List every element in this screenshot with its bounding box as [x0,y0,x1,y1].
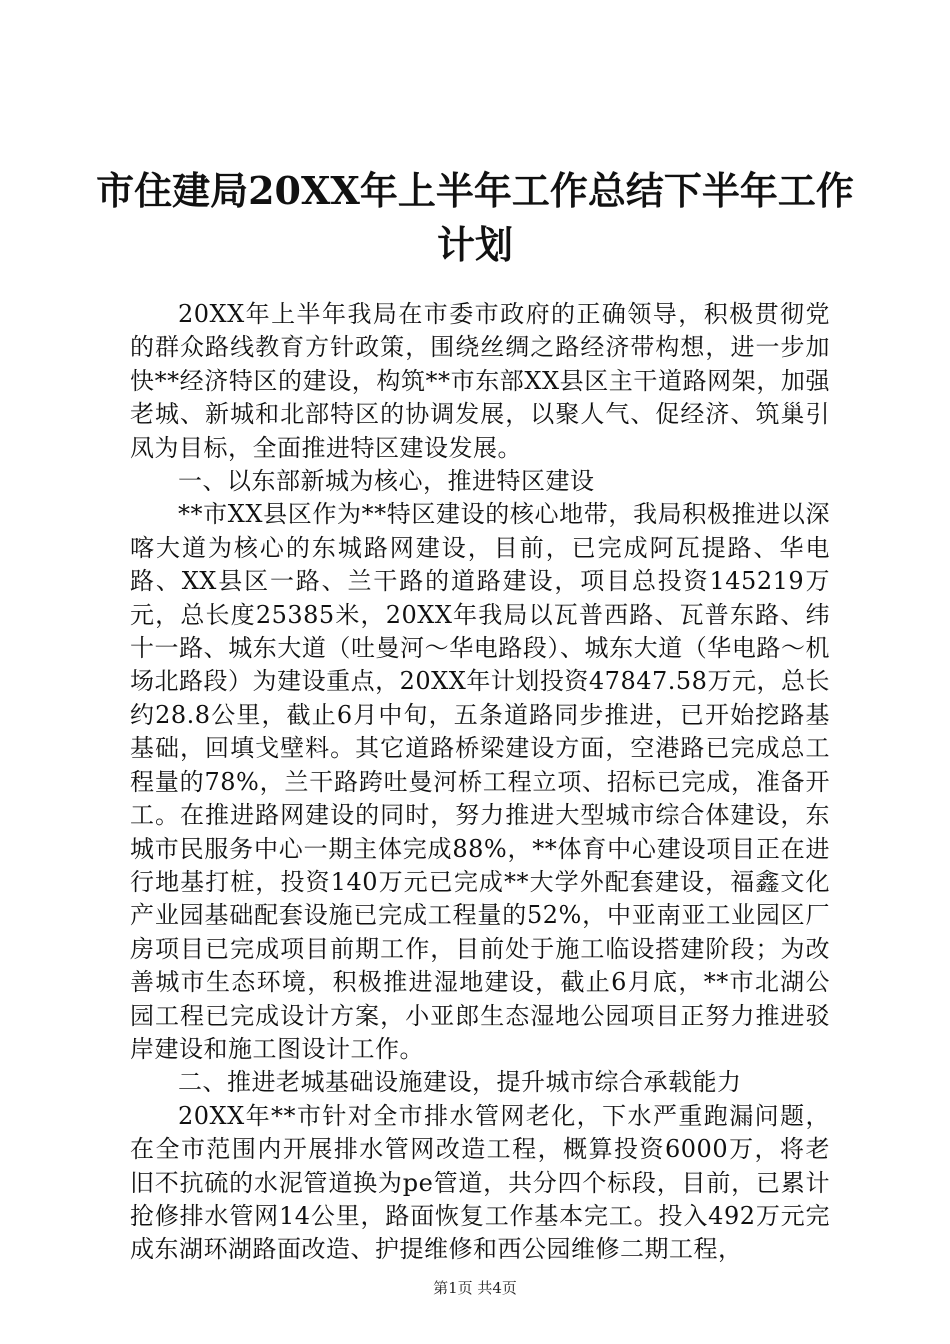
paragraph-section-2: 20XX年**市针对全市排水管网老化，下水严重跑漏问题，在全市范围内开展排水管网改造工程，概算投资6000万，将老旧不抗硫的水泥管道换为pe管道，共分四个标段，目前，已累计抢修排水管网14公里，路面恢复工作基本完工。投入492万元完成东湖环湖路面改造、护提维修和西公园维修二期工程， [130,1101,830,1264]
paragraph-intro: 20XX年上半年我局在市委市政府的正确领导，积极贯彻党的群众路线教育方针政策，围绕丝绸之路经济带构想，进一步加快**经济特区的建设，构筑**市东部XX县区主干道路网架，加强老城、新城和北部特区的协调发展，以聚人气、促经济、筑巢引凤为目标，全面推进特区建设发展。 [130,300,830,462]
document-title-line-1: 市住建局20XX年上半年工作总结下半年工作 [96,168,854,213]
paragraph-section-1: **市XX县区作为**特区建设的核心地带，我局积极推进以深喀大道为核心的东城路网建设，目前，已完成阿瓦提路、华电路、XX县区一路、兰干路的道路建设，项目总投资145219万元，总长度25385米，20XX年我局以瓦普西路、瓦普东路、纬十一路、城东大道（吐曼河～华电路段）、城东大道（华电路～机场北路段）为建设重点，20XX年计划投资47847.58万元，总长约28.8公里，截止6月中旬，五条道路同步推进，已开始挖路基基础，回填戈壁料。其它道路桥梁建设方面，空港路已完成总工程量的78%，兰干路跨吐曼河桥工程立项、招标已完成，准备开工。在推进路网建设的同时，努力推进大型城市综合体建设，东城市民服务中心一期主体完成88%，**体育中心建设项目正在进行地基打桩，投资140万元已完成**大学外配套建设，福鑫文化产业园基础配套设施已完成工程量的52%，中亚南亚工业园区厂房项目已完成项目前期工作，目前处于施工临设搭建阶段；为改善城市生态环境，积极推进湿地建设，截止6月底，**市北湖公园工程已完成设计方案，小亚郎生态湿地公园项目正努力推进驳岸建设和施工图设计工作。 [130,500,830,1063]
page-number-footer: 第1页 共4页 [433,1279,517,1297]
section-heading-2: 二、推进老城基础设施建设，提升城市综合承载能力 [178,1068,742,1097]
document-title-line-2: 计划 [436,222,513,267]
document-body [130,298,830,1267]
section-heading-1: 一、以东部新城为核心，推进特区建设 [178,467,595,496]
